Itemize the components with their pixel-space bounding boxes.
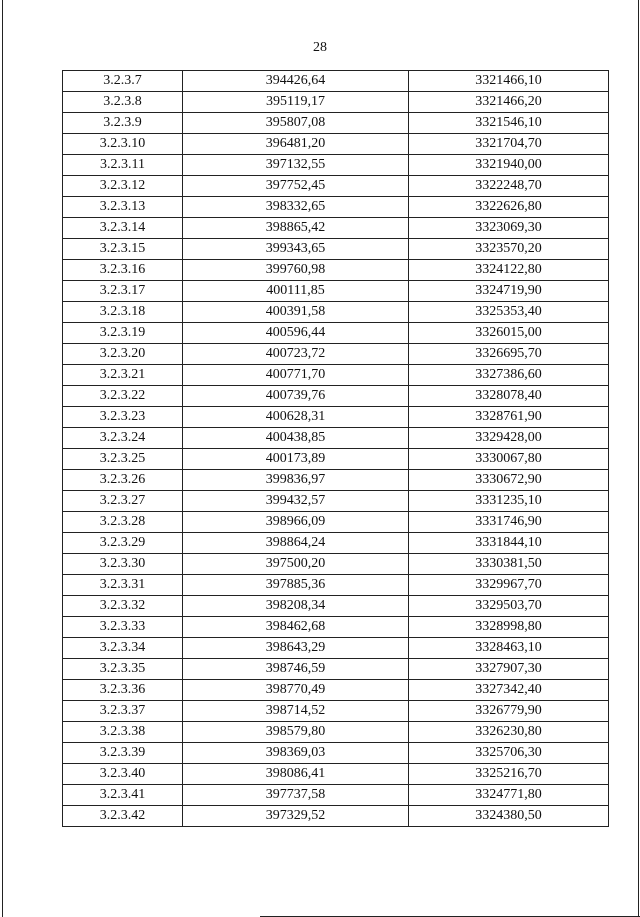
point-number-cell: 3.2.3.42 [63,806,183,827]
y-coordinate-cell: 3326230,80 [409,722,609,743]
y-coordinate-cell: 3329503,70 [409,596,609,617]
y-coordinate-cell: 3321940,00 [409,155,609,176]
page-number: 28 [313,40,327,55]
point-number-cell: 3.2.3.32 [63,596,183,617]
y-coordinate-cell: 3324380,50 [409,806,609,827]
table-row [63,785,609,806]
x-coordinate-cell: 399432,57 [183,491,409,512]
table-row [63,302,609,323]
table-row [63,533,609,554]
point-number-cell: 3.2.3.11 [63,155,183,176]
y-coordinate-cell: 3323069,30 [409,218,609,239]
y-coordinate-cell: 3328998,80 [409,617,609,638]
table-row [63,155,609,176]
table-row [63,92,609,113]
x-coordinate-cell: 399343,65 [183,239,409,260]
x-coordinate-cell: 395119,17 [183,92,409,113]
table-row [63,197,609,218]
point-number-cell: 3.2.3.17 [63,281,183,302]
point-number-cell: 3.2.3.23 [63,407,183,428]
x-coordinate-cell: 398086,41 [183,764,409,785]
y-coordinate-cell: 3331844,10 [409,533,609,554]
point-number-cell: 3.2.3.18 [63,302,183,323]
y-coordinate-cell: 3330672,90 [409,470,609,491]
point-number-cell: 3.2.3.22 [63,386,183,407]
y-coordinate-cell: 3328761,90 [409,407,609,428]
table-row [63,218,609,239]
point-number-cell: 3.2.3.36 [63,680,183,701]
x-coordinate-cell: 398369,03 [183,743,409,764]
point-number-cell: 3.2.3.7 [63,71,183,92]
point-number-cell: 3.2.3.39 [63,743,183,764]
y-coordinate-cell: 3326779,90 [409,701,609,722]
x-coordinate-cell: 400438,85 [183,428,409,449]
table-row [63,428,609,449]
x-coordinate-cell: 397885,36 [183,575,409,596]
table-row [63,260,609,281]
point-number-cell: 3.2.3.15 [63,239,183,260]
table-row [63,764,609,785]
point-number-cell: 3.2.3.40 [63,764,183,785]
y-coordinate-cell: 3331746,90 [409,512,609,533]
x-coordinate-cell: 400723,72 [183,344,409,365]
x-coordinate-cell: 398865,42 [183,218,409,239]
x-coordinate-cell: 395807,08 [183,113,409,134]
table-row [63,512,609,533]
table-row [63,323,609,344]
table-row [63,680,609,701]
point-number-cell: 3.2.3.37 [63,701,183,722]
x-coordinate-cell: 400596,44 [183,323,409,344]
point-number-cell: 3.2.3.31 [63,575,183,596]
x-coordinate-cell: 394426,64 [183,71,409,92]
point-number-cell: 3.2.3.9 [63,113,183,134]
y-coordinate-cell: 3327386,60 [409,365,609,386]
point-number-cell: 3.2.3.41 [63,785,183,806]
point-number-cell: 3.2.3.27 [63,491,183,512]
coordinates-table [62,70,609,827]
table-row [63,659,609,680]
y-coordinate-cell: 3331235,10 [409,491,609,512]
table-row [63,470,609,491]
table-row [63,743,609,764]
table-row [63,617,609,638]
x-coordinate-cell: 398643,29 [183,638,409,659]
x-coordinate-cell: 398462,68 [183,617,409,638]
x-coordinate-cell: 399836,97 [183,470,409,491]
x-coordinate-cell: 400111,85 [183,281,409,302]
point-number-cell: 3.2.3.13 [63,197,183,218]
point-number-cell: 3.2.3.20 [63,344,183,365]
table-row [63,365,609,386]
point-number-cell: 3.2.3.26 [63,470,183,491]
point-number-cell: 3.2.3.21 [63,365,183,386]
x-coordinate-cell: 398746,59 [183,659,409,680]
page-edge-left [2,0,3,917]
y-coordinate-cell: 3321546,10 [409,113,609,134]
y-coordinate-cell: 3322626,80 [409,197,609,218]
table-row [63,491,609,512]
y-coordinate-cell: 3324719,90 [409,281,609,302]
point-number-cell: 3.2.3.30 [63,554,183,575]
point-number-cell: 3.2.3.24 [63,428,183,449]
y-coordinate-cell: 3325216,70 [409,764,609,785]
y-coordinate-cell: 3321466,20 [409,92,609,113]
x-coordinate-cell: 397132,55 [183,155,409,176]
x-coordinate-cell: 397500,20 [183,554,409,575]
x-coordinate-cell: 398208,34 [183,596,409,617]
y-coordinate-cell: 3327907,30 [409,659,609,680]
y-coordinate-cell: 3327342,40 [409,680,609,701]
page-edge-right [638,0,639,917]
x-coordinate-cell: 397737,58 [183,785,409,806]
table-row [63,134,609,155]
x-coordinate-cell: 400739,76 [183,386,409,407]
x-coordinate-cell: 397329,52 [183,806,409,827]
table-row [63,386,609,407]
point-number-cell: 3.2.3.25 [63,449,183,470]
y-coordinate-cell: 3329967,70 [409,575,609,596]
point-number-cell: 3.2.3.33 [63,617,183,638]
x-coordinate-cell: 400391,58 [183,302,409,323]
x-coordinate-cell: 398332,65 [183,197,409,218]
y-coordinate-cell: 3324122,80 [409,260,609,281]
table-row [63,113,609,134]
table-row [63,176,609,197]
y-coordinate-cell: 3328463,10 [409,638,609,659]
y-coordinate-cell: 3328078,40 [409,386,609,407]
table-row [63,575,609,596]
point-number-cell: 3.2.3.38 [63,722,183,743]
y-coordinate-cell: 3325353,40 [409,302,609,323]
x-coordinate-cell: 396481,20 [183,134,409,155]
point-number-cell: 3.2.3.28 [63,512,183,533]
x-coordinate-cell: 400173,89 [183,449,409,470]
table-row [63,722,609,743]
table-row [63,71,609,92]
y-coordinate-cell: 3326695,70 [409,344,609,365]
y-coordinate-cell: 3326015,00 [409,323,609,344]
x-coordinate-cell: 397752,45 [183,176,409,197]
table-row [63,344,609,365]
x-coordinate-cell: 398579,80 [183,722,409,743]
table-row [63,449,609,470]
y-coordinate-cell: 3325706,30 [409,743,609,764]
table-row [63,596,609,617]
x-coordinate-cell: 399760,98 [183,260,409,281]
y-coordinate-cell: 3329428,00 [409,428,609,449]
x-coordinate-cell: 398864,24 [183,533,409,554]
x-coordinate-cell: 398770,49 [183,680,409,701]
table-row [63,806,609,827]
y-coordinate-cell: 3321466,10 [409,71,609,92]
table-row [63,407,609,428]
x-coordinate-cell: 400628,31 [183,407,409,428]
x-coordinate-cell: 398966,09 [183,512,409,533]
point-number-cell: 3.2.3.35 [63,659,183,680]
table-row [63,701,609,722]
table-row [63,281,609,302]
point-number-cell: 3.2.3.16 [63,260,183,281]
table-row [63,638,609,659]
x-coordinate-cell: 400771,70 [183,365,409,386]
point-number-cell: 3.2.3.19 [63,323,183,344]
x-coordinate-cell: 398714,52 [183,701,409,722]
point-number-cell: 3.2.3.29 [63,533,183,554]
y-coordinate-cell: 3323570,20 [409,239,609,260]
y-coordinate-cell: 3330067,80 [409,449,609,470]
coordinates-table-body [63,71,609,827]
point-number-cell: 3.2.3.14 [63,218,183,239]
table-row [63,239,609,260]
y-coordinate-cell: 3321704,70 [409,134,609,155]
y-coordinate-cell: 3330381,50 [409,554,609,575]
point-number-cell: 3.2.3.34 [63,638,183,659]
y-coordinate-cell: 3322248,70 [409,176,609,197]
y-coordinate-cell: 3324771,80 [409,785,609,806]
table-row [63,554,609,575]
point-number-cell: 3.2.3.8 [63,92,183,113]
point-number-cell: 3.2.3.12 [63,176,183,197]
point-number-cell: 3.2.3.10 [63,134,183,155]
